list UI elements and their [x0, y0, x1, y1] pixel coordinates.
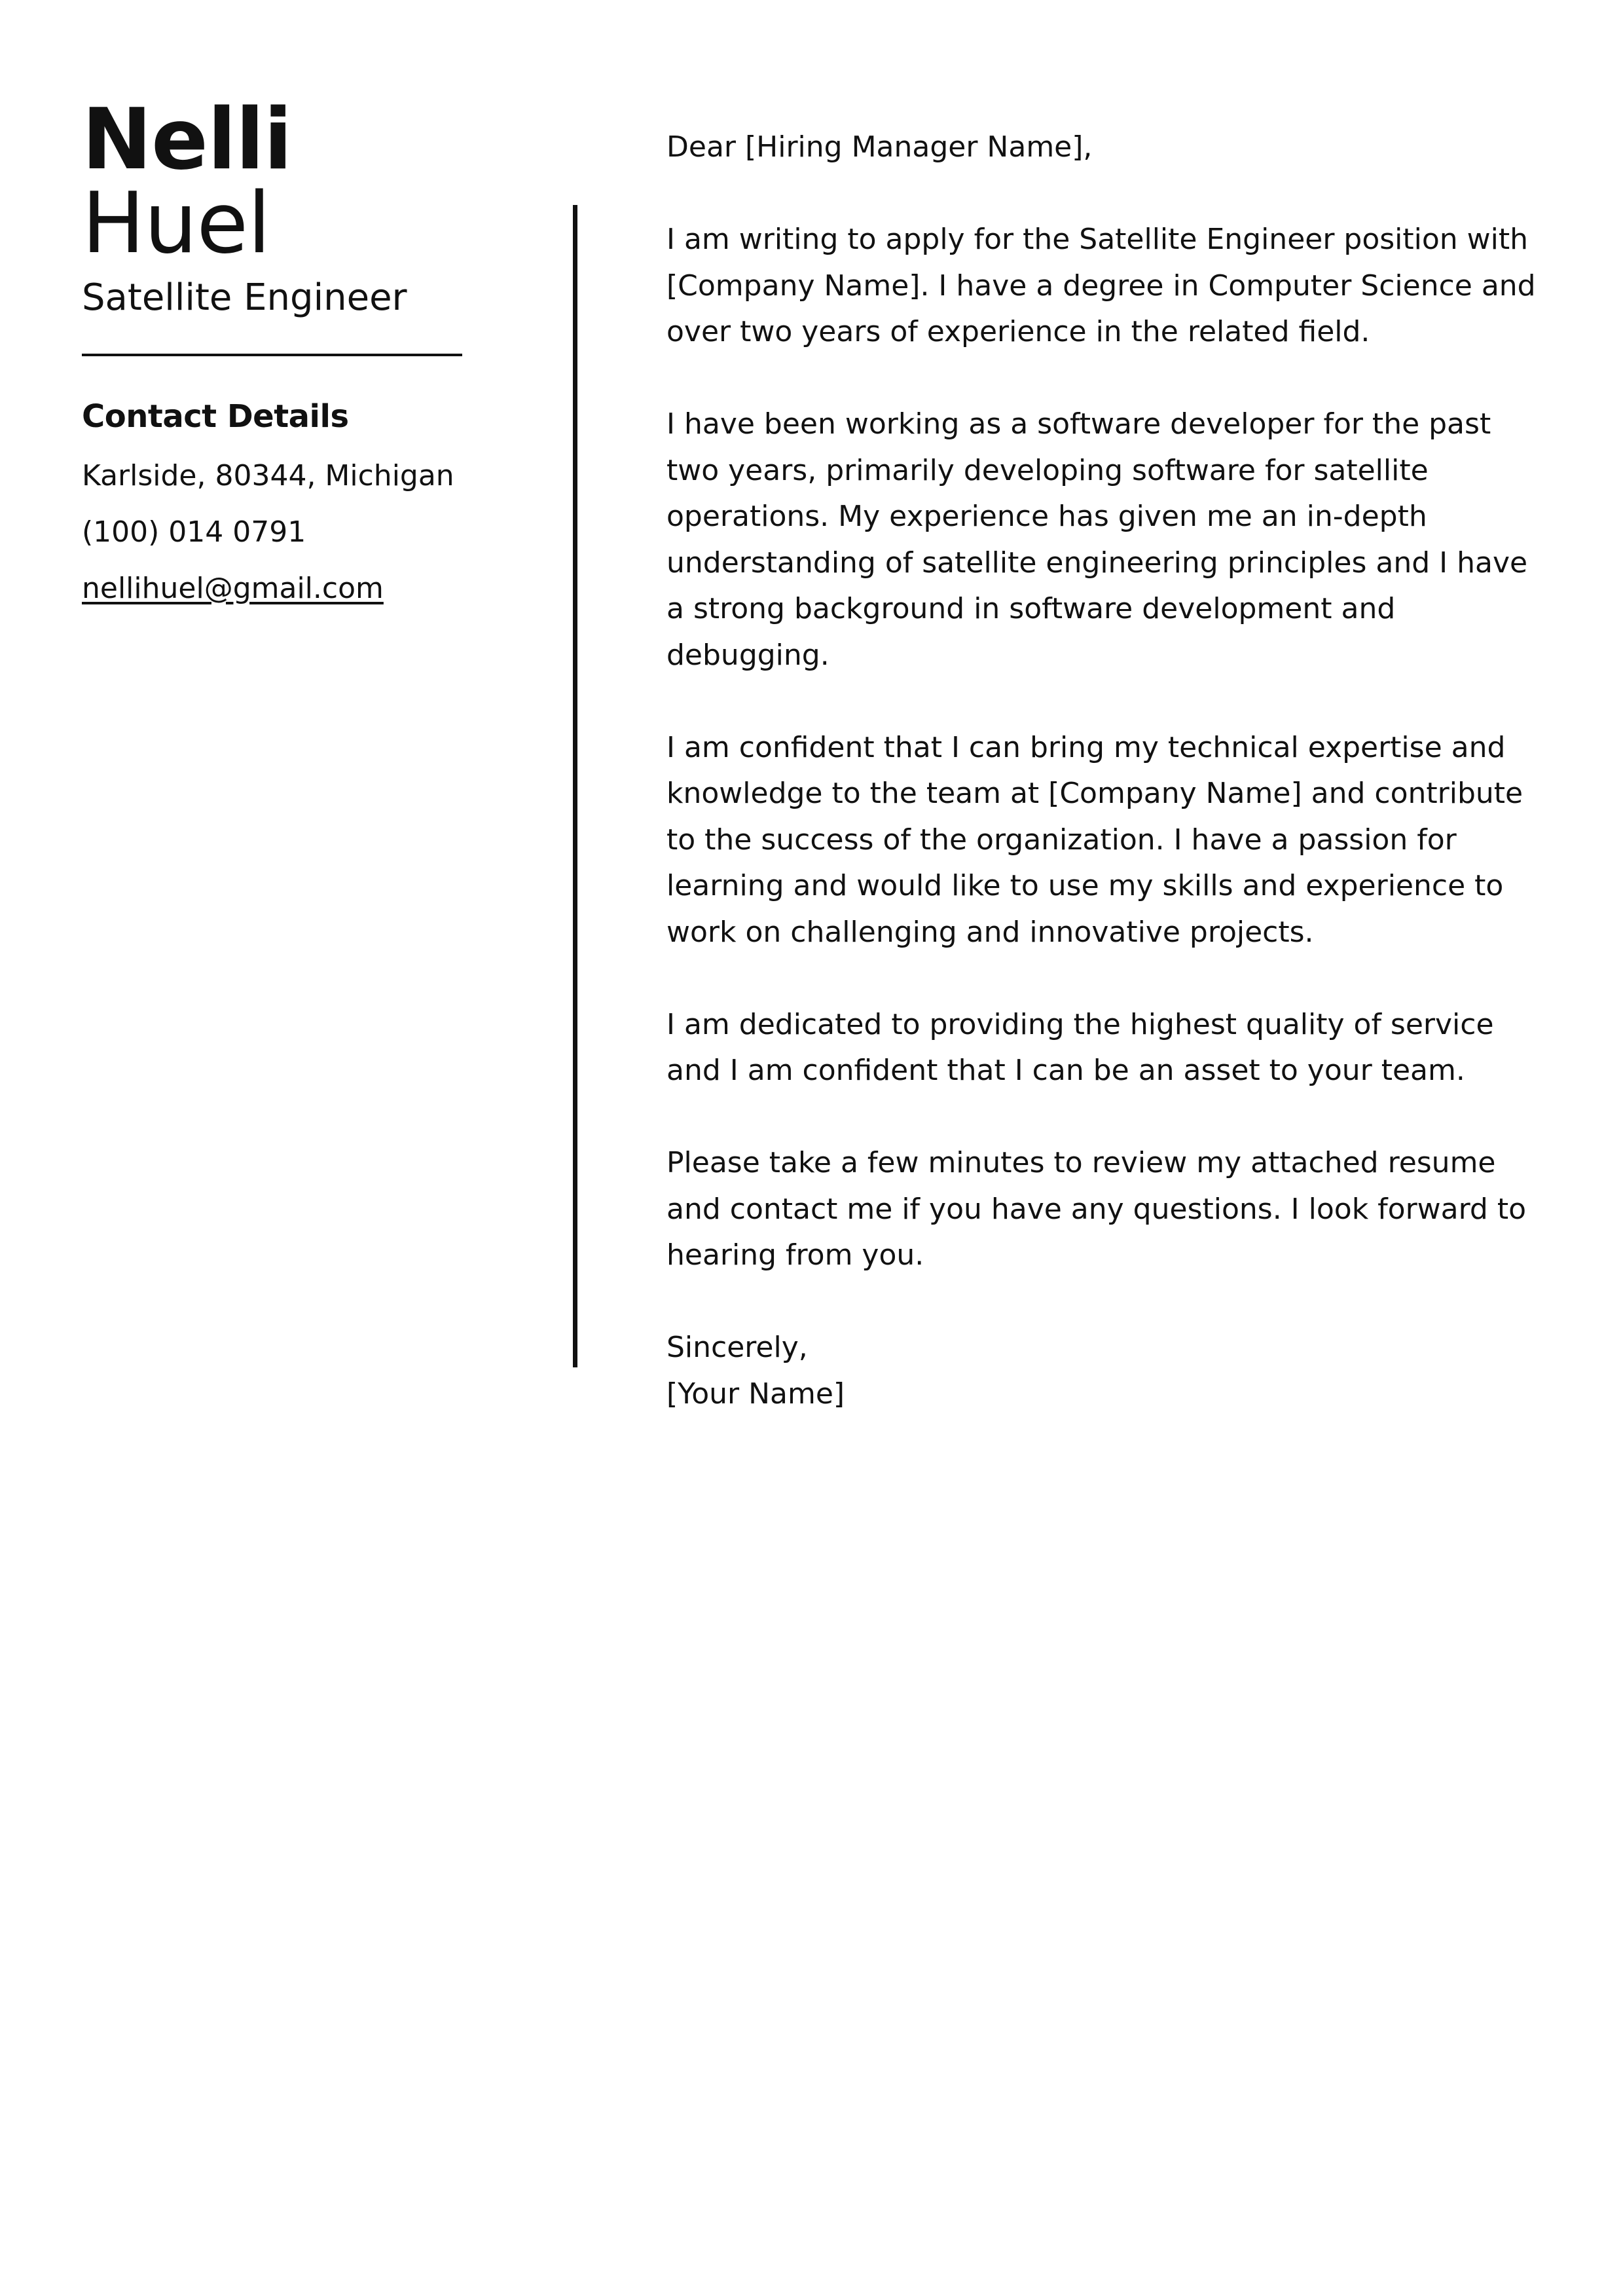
contact-email-link[interactable]: nellihuel@gmail.com — [82, 572, 384, 605]
letter-paragraph: I am confident that I can bring my technical expertise and knowledge to the team at [Company Name] and contribute to the success of the organization. I have a passion for learning and would like to use my skills and experience to work on challenging and innovative projects. — [666, 730, 1523, 949]
contact-address: Karlside, 80344, Michigan — [82, 459, 454, 492]
job-title: Satellite Engineer — [82, 276, 407, 319]
signature: [Your Name] — [666, 1377, 845, 1411]
contact-phone: (100) 014 0791 — [82, 515, 306, 549]
closing: Sincerely, — [666, 1331, 808, 1364]
salutation: Dear [Hiring Manager Name], — [666, 130, 1093, 164]
letter-paragraph: I have been working as a software developer for the past two years, primarily developing software for satellite operations. My experience has given me an in-depth understanding of satellite engineering principles and I have a strong background in software development and debugging. — [666, 407, 1528, 672]
letter-paragraph: Please take a few minutes to review my attached resume and contact me if you have any questions. I look forward to hearing from you. — [666, 1146, 1527, 1272]
last-name: Huel — [82, 175, 270, 272]
first-name: Nelli — [82, 91, 292, 189]
vertical-divider — [573, 205, 577, 1367]
letter-paragraph: I am writing to apply for the Satellite Engineer position with [Company Name]. I have a degree in Computer Science and over two years of experience in the related field. — [666, 223, 1536, 348]
sidebar — [82, 91, 468, 617]
letter-paragraph: I am dedicated to providing the highest quality of service and I am confident that I can be an asset to your team. — [666, 1007, 1494, 1087]
contact-heading: Contact Details — [82, 398, 349, 435]
letter-body — [666, 124, 1537, 1417]
sidebar-divider — [82, 354, 462, 356]
